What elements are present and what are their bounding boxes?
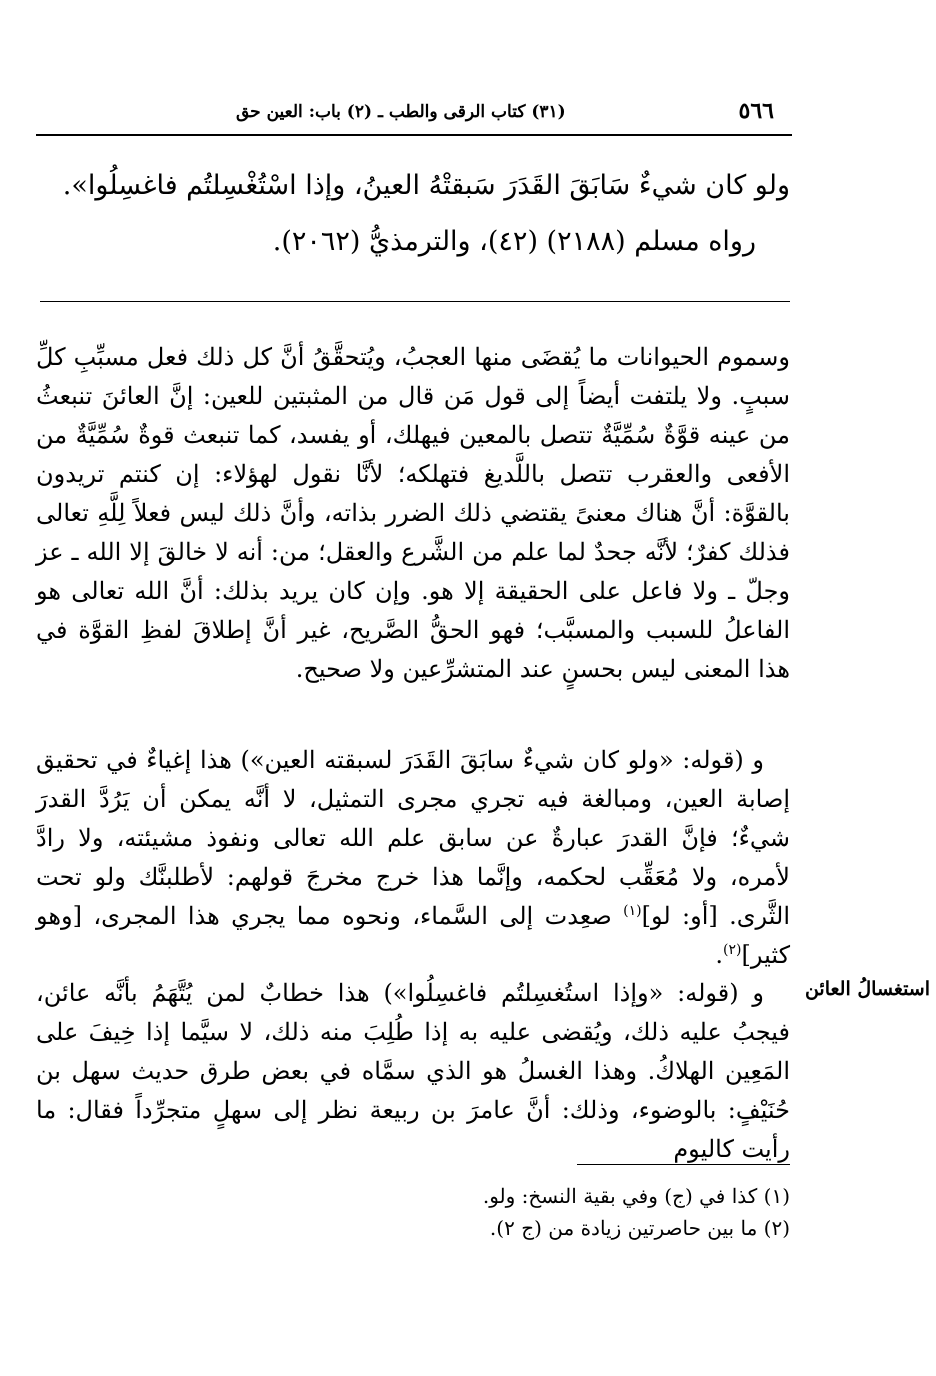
commentary-paragraph-3 — [36, 974, 790, 1169]
page-header — [36, 96, 788, 130]
paragraph-text: وسموم الحيوانات ما يُقضَى منها العجبُ، ويُتحقَّقُ أنَّ كل ذلك فعل مسبِّبِ كلِّ سببٍ. ولا يلتفت أيضاً إلى قول مَن قال من المثبتين للعين: إنَّ العائنَ تنبعثُ من عينه قوَّةٌ سُمِّيَّةٌ تتصل بالمعين فيهلك، أو يفسد، كما تنبعث قوةٌ سُمِّيَّةٌ من الأفعى والعقرب تتصل باللَّديغ فتهلكه؛ لأنَّا نقول لهؤلاء: إن كنتم تريدون بالقوَّة: أنَّ هناك معنىً يقتضي ذلك الضرر بذاته، وأنَّ ذلك ليس فعلاً لِلَّهِ تعالى فذلك كفرٌ؛ لأنَّه جحدٌ لما علم من الشَّرع والعقل؛ من: أنه لا خالقَ إلا الله ـ عز وجلّ ـ ولا فاعل على الحقيقة إلا هو. وإن كان يريد بذلك: أنَّ الله تعالى هو الفاعلُ للسبب والمسبَّب؛ فهو الحقُّ الصَّريح، غير أنَّ إطلاقَ لفظِ القوَّة في هذا المعنى ليس بحسنٍ عند المتشرِّعين ولا صحيح. — [36, 343, 790, 683]
paragraph-end: . — [715, 941, 724, 969]
paragraph-text: و (قوله: «وإذا استُغسِلتُم فاغسِلُوا») هذا خطابٌ لمن يُتَّهَمُ بأنَّه عائن، فيجبُ عليه ذلك، ويُقضى عليه به إذا طُلِبَ منه ذلك، لا سيَّما إذا خِيفَ على المَعِين الهلاكُ. وهذا الغسلُ هو الذي سمَّاه في بعض طرق حديث سهل بن حُنَيْفٍ: بالوضوء، وذلك: أنَّ عامرَ بن ربيعة نظر إلى سهلٍ متجرِّداً فقال: ما رأيت كاليوم — [36, 979, 790, 1163]
footnotes — [300, 1180, 790, 1244]
commentary-paragraph-1 — [36, 338, 790, 689]
paragraph-tail: صعِدت إلى السَّماء، ونحوه مما يجري هذا المجرى، [وهو كثير] — [36, 902, 790, 969]
commentary-paragraph-2 — [36, 741, 790, 975]
page-number: ٥٦٦ — [738, 98, 774, 124]
hadith-line: ولو كان شيءٌ سَابَقَ القَدَرَ سَبقتْهُ العينُ، وإذا اسْتُغْسِلتُم فاغسِلُوا». — [62, 170, 790, 201]
paragraph-main: و (قوله: «ولو كان شيءٌ سابَقَ القَدَرَ لسبقته العين») هذا إغياءٌ في تحقيق إصابة العين، ومبالغة فيه تجري مجرى التمثيل، لا أنَّه يمكن أن يَرُدَّ القدرَ شيءٌ؛ فإنَّ القدرَ عبارةٌ عن سابق علم الله تعالى ونفوذ مشيئته، ولا رادَّ لأمره، ولا مُعَقِّب لحكمه، وإنَّما هذا خرج مخرجَ قولهم: لأطلبنَّك ولو تحت الثَّرى. [أو: لو] — [36, 746, 790, 930]
paragraph-text — [36, 741, 790, 975]
hadith-source: رواه مسلم (٢١٨٨) (٤٢)، والترمذيُّ (٢٠٦٢). — [272, 226, 756, 257]
hadith-text — [62, 158, 790, 270]
header-rule — [36, 134, 792, 136]
footnote-ref-1[interactable]: (١) — [623, 903, 642, 919]
footnote-2: (٢) ما بين حاصرتين زيادة من (ج ٢). — [489, 1216, 790, 1240]
footnote-ref-2[interactable]: (٢) — [723, 942, 742, 958]
footnote-1: (١) كذا في (ج) وفي بقية النسخ: ولو. — [482, 1184, 790, 1208]
running-title: (٣١) كتاب الرقى والطب ـ (٢) باب: العين حق — [236, 102, 566, 122]
footnote-divider — [577, 1164, 790, 1165]
section-divider — [40, 301, 790, 302]
margin-heading: استغسالُ العائن — [804, 978, 930, 1000]
